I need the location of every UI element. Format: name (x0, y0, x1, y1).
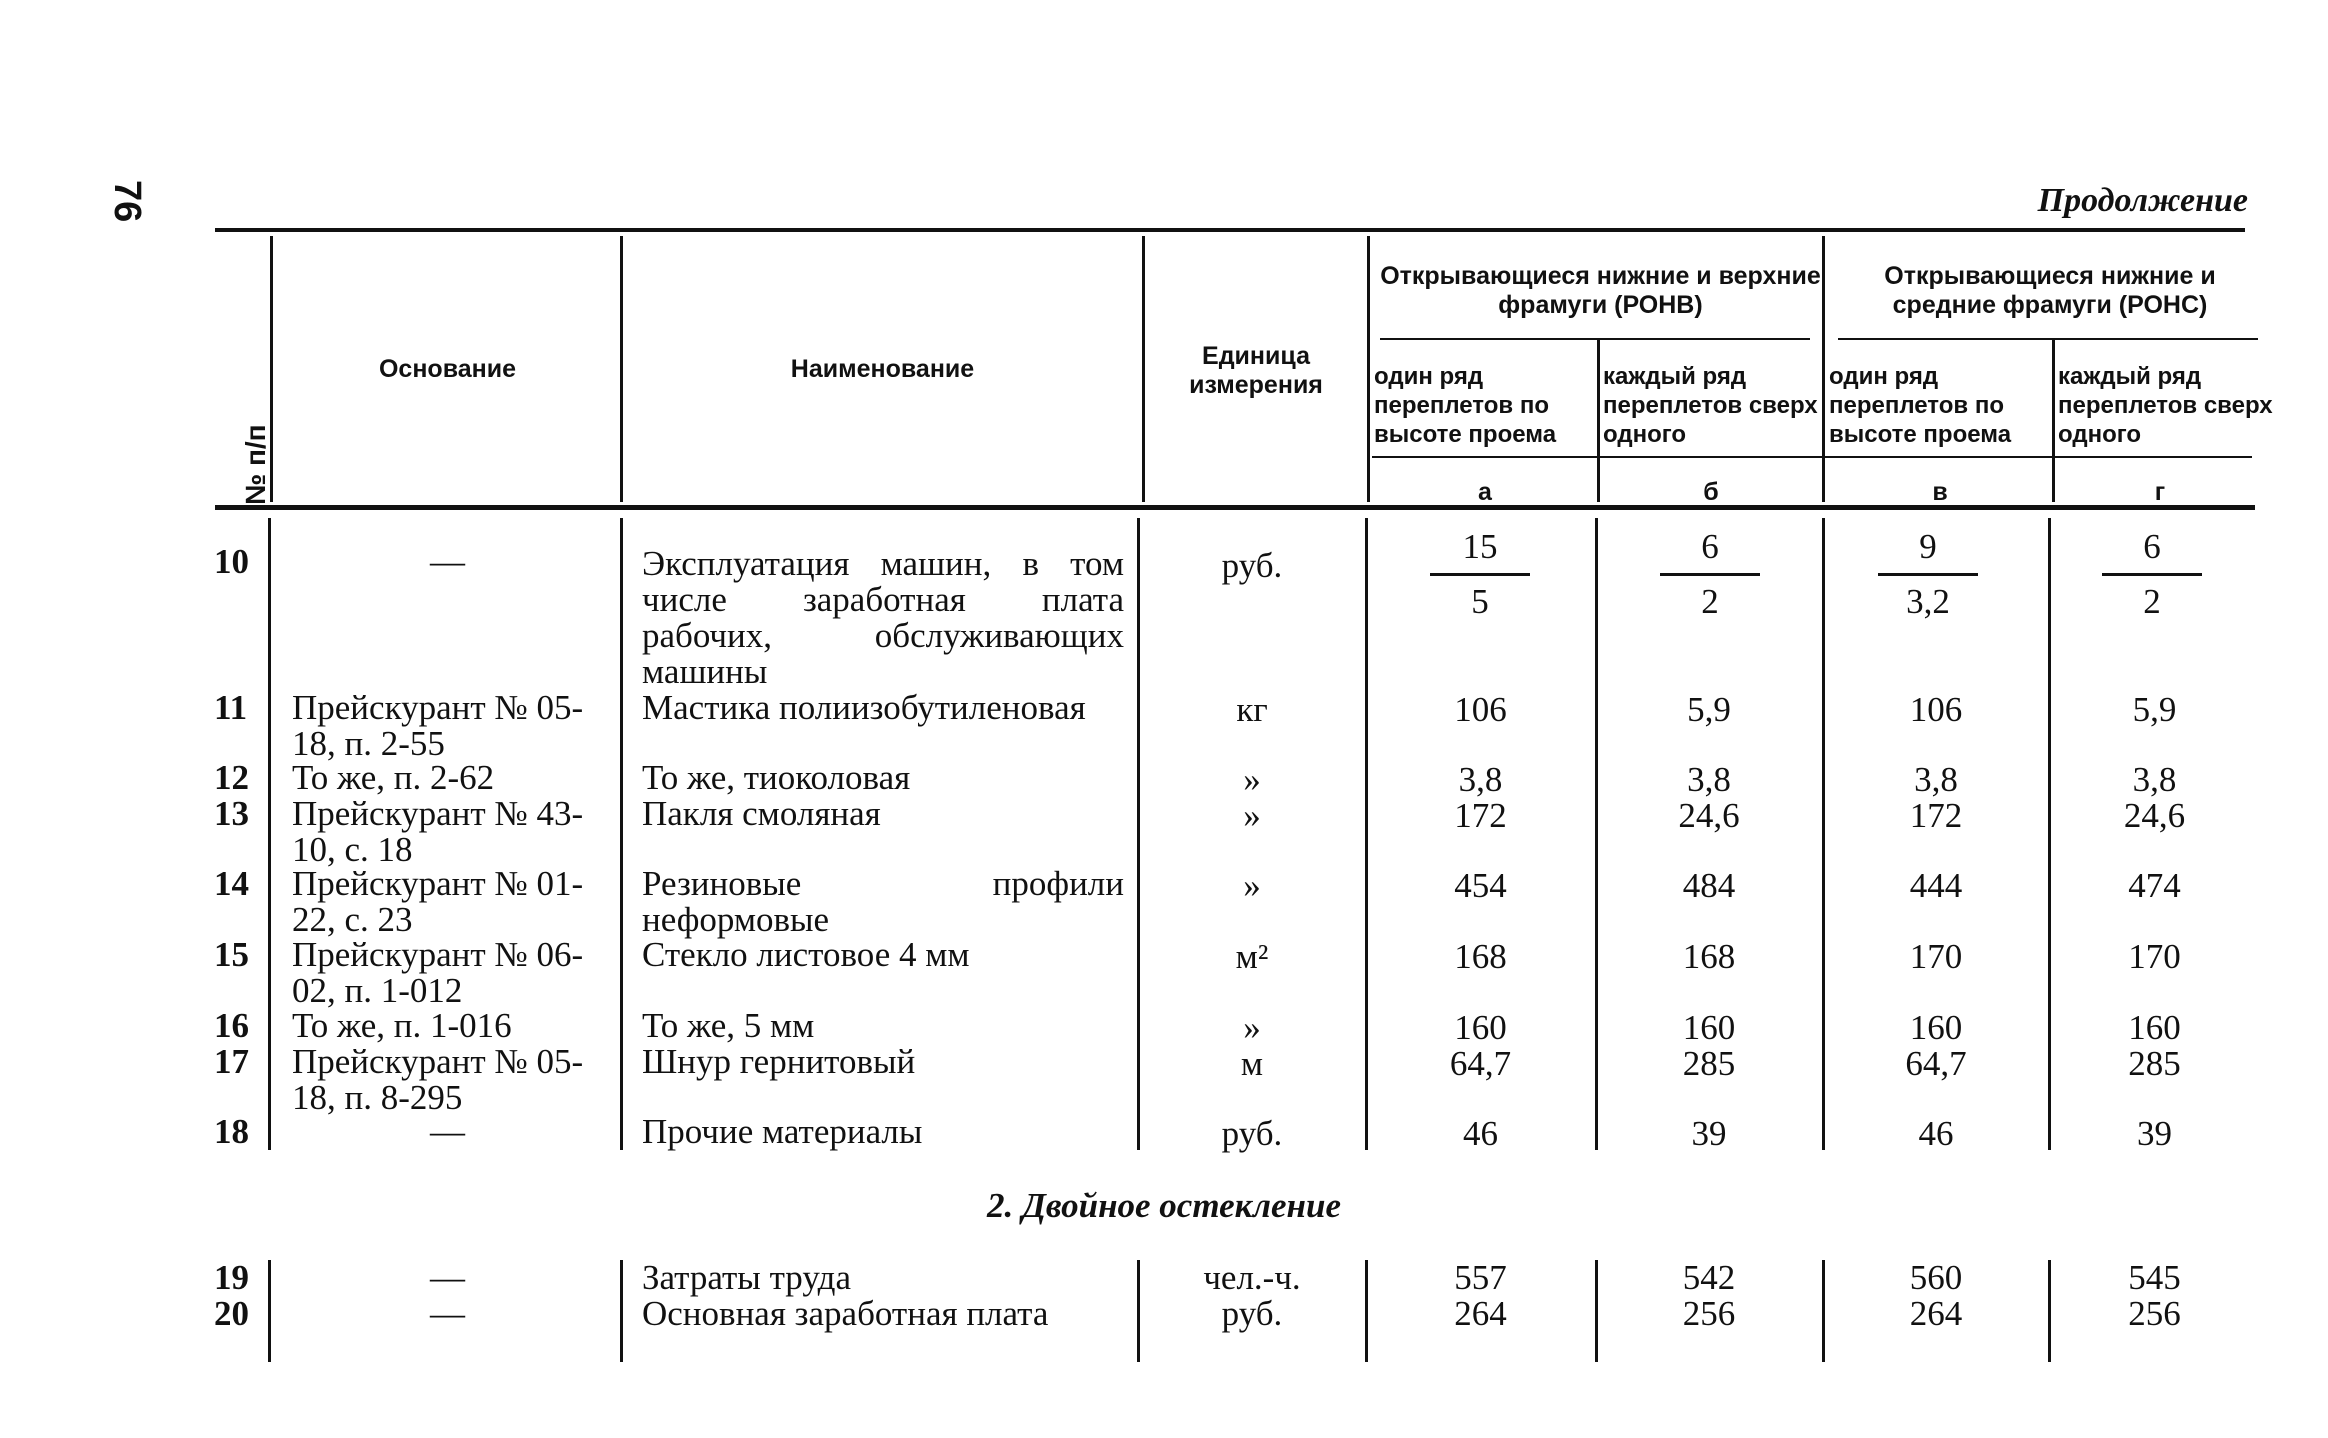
row-19-c: 560 (1909, 1258, 1963, 1297)
header-letter-c: в (1932, 478, 1948, 506)
row-17-c: 64,7 (1905, 1044, 1967, 1083)
row-13-basis: Прейскурант № 43-10, с. 18 (292, 794, 584, 869)
row-15-basis: Прейскурант № 06-02, п. 1-012 (292, 935, 584, 1010)
row-12-basis: То же, п. 2-62 (292, 758, 495, 797)
row-16-c: 160 (1909, 1008, 1963, 1047)
body-vline-1 (268, 518, 271, 1150)
row-17-a: 64,7 (1449, 1044, 1512, 1083)
row-18-b: 39 (1691, 1114, 1727, 1153)
row-19-a: 557 (1454, 1258, 1507, 1297)
header-basis: Основание (378, 355, 517, 383)
row-11-name: Мастика полиизобутиленовая (642, 688, 1086, 727)
row-12-unit: » (1243, 760, 1261, 799)
row-19-basis: — (430, 1258, 465, 1297)
row-16-d: 160 (2128, 1008, 2181, 1047)
header-letter-b: б (1703, 478, 1719, 506)
row-18-a: 46 (1463, 1114, 1498, 1153)
row-10-num: 10 (214, 542, 249, 581)
row-12-num: 12 (214, 758, 249, 797)
row-19-num: 19 (214, 1258, 249, 1297)
row-15-c: 170 (1909, 937, 1963, 976)
header-sub-b: каждый ряд переплетов сверх одного (1603, 363, 1818, 448)
row-19-d: 545 (2128, 1258, 2181, 1297)
row-18-name: Прочие материалы (642, 1112, 923, 1151)
row-20-num: 20 (214, 1294, 249, 1333)
row-20-a: 264 (1454, 1294, 1507, 1333)
row-20-unit: руб. (1221, 1294, 1283, 1333)
row-14-unit: » (1243, 866, 1261, 905)
header-letter-a: а (1478, 478, 1492, 506)
row-13-c: 172 (1909, 796, 1963, 835)
header-vline-2 (620, 236, 623, 502)
page-number: 76 (106, 180, 148, 223)
row-15-b: 168 (1682, 937, 1736, 976)
row-10-unit: руб. (1221, 546, 1283, 585)
row-12-c: 3,8 (1914, 760, 1958, 799)
row-17-unit: м (1240, 1044, 1264, 1083)
s2-vline-3 (1137, 1260, 1140, 1362)
table-top-rule (215, 228, 2245, 232)
row-14-c: 444 (1909, 866, 1963, 905)
row-19-unit: чел.-ч. (1203, 1258, 1301, 1297)
row-20-b: 256 (1682, 1294, 1736, 1333)
row-12-b: 3,8 (1687, 760, 1731, 799)
row-11-c: 106 (1909, 690, 1963, 729)
row-17-d: 285 (2128, 1044, 2181, 1083)
row-14-d: 474 (2128, 866, 2181, 905)
row-13-name: Пакля смоляная (642, 794, 881, 833)
header-name: Наименование (790, 355, 975, 383)
row-18-c: 46 (1918, 1114, 1954, 1153)
row-19-b: 542 (1682, 1258, 1736, 1297)
group-rule-1 (1380, 338, 1810, 340)
header-sub-a: один ряд переплетов по высоте проема (1374, 363, 1557, 448)
row-17-name: Шнур гернитовый (642, 1042, 916, 1081)
header-group-rons: Открывающиеся нижние и средние фрамуги (РОНС) (1884, 262, 2216, 319)
row-15-num: 15 (214, 935, 249, 974)
row-13-d: 24,6 (2123, 796, 2186, 835)
body-vline-2 (620, 518, 623, 1150)
row-20-basis: — (430, 1294, 465, 1333)
header-sub-c: один ряд переплетов по высоте проема (1829, 363, 2012, 448)
row-10-c-fraction: 9 3,2 (1868, 527, 1988, 622)
row-17-b: 285 (1682, 1044, 1736, 1083)
row-10-basis: — (430, 542, 465, 581)
row-13-num: 13 (214, 794, 249, 833)
row-13-a: 172 (1454, 796, 1507, 835)
row-20-c: 264 (1909, 1294, 1963, 1333)
row-10-d-fraction: 6 2 (2092, 527, 2212, 622)
row-15-a: 168 (1454, 937, 1507, 976)
row-11-unit: кг (1236, 690, 1268, 729)
row-10-b-fraction: 6 2 (1650, 527, 1770, 622)
row-10-name: Эксплуатация машин, в том числе заработная плата рабочих, обслуживающих машины (642, 544, 1124, 691)
s2-vline-7 (2048, 1260, 2051, 1362)
s2-vline-1 (268, 1260, 271, 1362)
continuation-label: Продолжение (2037, 182, 2248, 219)
group-rule-2 (1838, 338, 2258, 340)
header-sub-d: каждый ряд переплетов сверх одного (2058, 363, 2273, 448)
row-11-a: 106 (1454, 690, 1507, 729)
row-12-name: То же, тиоколовая (642, 758, 911, 797)
s2-vline-2 (620, 1260, 623, 1362)
row-20-d: 256 (2128, 1294, 2181, 1333)
row-14-num: 14 (214, 864, 249, 903)
row-16-basis: То же, п. 1-016 (292, 1006, 512, 1045)
header-letter-d: г (2154, 478, 2166, 506)
letter-rule (1372, 456, 2252, 458)
row-15-d: 170 (2128, 937, 2181, 976)
row-13-unit: » (1243, 796, 1261, 835)
row-16-b: 160 (1682, 1008, 1736, 1047)
row-14-name: Резиновые профили неформовые (642, 864, 1124, 939)
row-12-a: 3,8 (1458, 760, 1503, 799)
row-20-name: Основная заработная плата (642, 1294, 1049, 1333)
section-2-title: 2. Двойное остекление (987, 1186, 1341, 1225)
row-14-b: 484 (1682, 866, 1736, 905)
row-14-a: 454 (1454, 866, 1507, 905)
row-16-a: 160 (1454, 1008, 1507, 1047)
row-11-basis: Прейскурант № 05-18, п. 2-55 (292, 688, 584, 763)
row-19-name: Затраты труда (642, 1258, 851, 1297)
body-vline-3 (1137, 518, 1140, 1150)
header-unit: Единица измерения (1189, 342, 1323, 399)
row-16-num: 16 (214, 1006, 249, 1045)
row-10-a-fraction: 15 5 (1420, 527, 1540, 622)
header-vline-4 (1367, 236, 1370, 502)
row-13-b: 24,6 (1678, 796, 1740, 835)
row-14-basis: Прейскурант № 01-22, с. 23 (292, 864, 584, 939)
row-18-basis: — (430, 1112, 465, 1151)
header-vline-3 (1142, 236, 1145, 502)
row-16-unit: » (1243, 1008, 1261, 1047)
row-11-d: 5,9 (2132, 690, 2177, 729)
header-num: № п/п (240, 424, 271, 505)
row-18-num: 18 (214, 1112, 249, 1151)
row-18-unit: руб. (1221, 1114, 1283, 1153)
row-17-basis: Прейскурант № 05-18, п. 8-295 (292, 1042, 584, 1117)
row-12-d: 3,8 (2132, 760, 2177, 799)
row-17-num: 17 (214, 1042, 249, 1081)
row-15-unit: м² (1235, 937, 1269, 976)
body-vline-7 (2048, 518, 2051, 1150)
row-16-name: То же, 5 мм (642, 1006, 815, 1045)
header-group-ronv: Открывающиеся нижние и верхние фрамуги (РОНВ) (1380, 262, 1821, 319)
row-11-b: 5,9 (1687, 690, 1731, 729)
row-11-num: 11 (214, 688, 248, 727)
row-18-d: 39 (2137, 1114, 2172, 1153)
row-15-name: Стекло листовое 4 мм (642, 935, 970, 974)
